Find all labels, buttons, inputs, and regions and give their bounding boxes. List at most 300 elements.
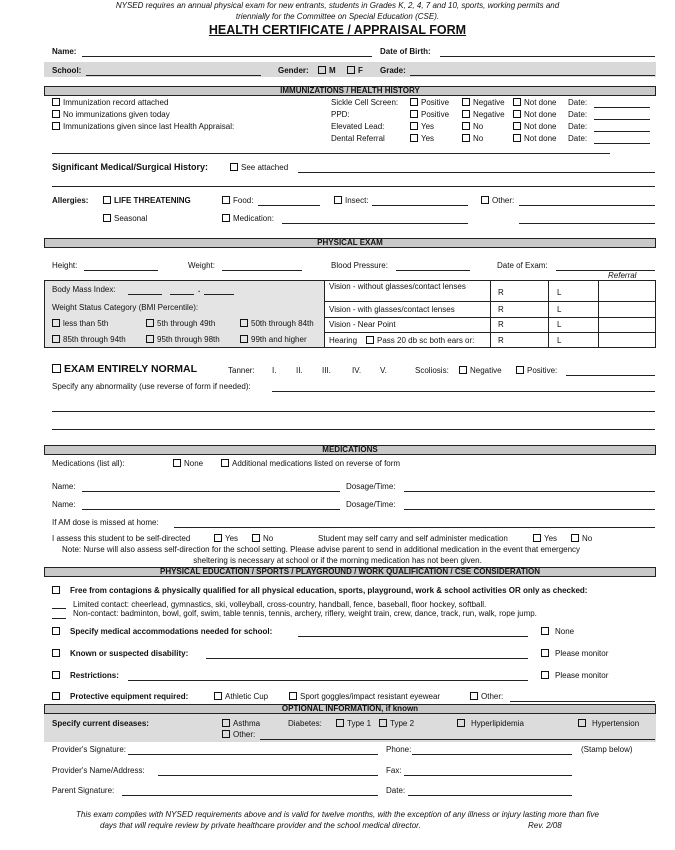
life-threatening-label: LIFE THREATENING — [114, 196, 191, 205]
checkbox-icon — [52, 319, 60, 327]
bp-field[interactable] — [396, 270, 470, 271]
history-label: Significant Medical/Surgical History: — [52, 162, 209, 172]
grid-divider — [324, 280, 325, 348]
checkbox-icon — [52, 586, 60, 594]
abnormality-field-3[interactable] — [52, 429, 655, 430]
checkbox-icon — [52, 98, 60, 106]
no-label: No — [263, 534, 274, 543]
checkbox-icon — [516, 366, 524, 374]
pct-option[interactable] — [52, 335, 126, 345]
self-directed-yes[interactable] — [214, 534, 238, 544]
history-field-2[interactable] — [52, 186, 655, 187]
limited-contact-blank[interactable] — [52, 608, 66, 609]
accommodations-none-label: None — [555, 627, 575, 636]
checkbox-icon — [222, 214, 230, 222]
checkbox-icon — [457, 719, 465, 727]
hyperlipidemia-label: Hyperlipidemia — [471, 719, 524, 728]
medication-allergy-label: Medication: — [233, 214, 274, 223]
school-label: School: — [52, 66, 82, 75]
test-option-c[interactable] — [513, 110, 556, 120]
exam-normal-label: EXAM ENTIRELY NORMAL — [64, 363, 198, 375]
yes-label: Yes — [225, 534, 239, 543]
med-name-label: Name: — [52, 500, 76, 509]
checkbox-icon — [230, 163, 238, 171]
phone-label: Phone: — [386, 745, 412, 754]
restrictions-label: Restrictions: — [70, 671, 119, 680]
accommodations-label: Specify medical accommodations needed for school: — [70, 627, 273, 636]
referral-label: Referral — [608, 271, 637, 280]
tanner-stage[interactable]: II. — [296, 366, 303, 375]
revision-label: Rev. 2/08 — [528, 821, 562, 830]
test-label: Dental Referral — [331, 134, 385, 143]
exam-date-field[interactable] — [556, 270, 655, 271]
checkbox-icon — [513, 134, 521, 142]
history-field[interactable] — [298, 172, 655, 173]
footer-line2: days that will require review by private healthcare provider and the school medical director. — [100, 821, 421, 830]
option-label: Not done — [524, 122, 557, 131]
grade-label: Grade: — [380, 66, 406, 75]
test-date-label: Date: — [568, 110, 588, 119]
pct-option[interactable] — [146, 319, 215, 329]
date-field[interactable] — [408, 795, 572, 796]
food-label: Food: — [233, 196, 254, 205]
height-field[interactable] — [84, 270, 158, 271]
checkbox-icon — [52, 364, 61, 373]
test-date-field[interactable] — [594, 107, 650, 108]
parent-signature-field[interactable] — [122, 795, 378, 796]
checkbox-icon — [462, 134, 470, 142]
diseases-label: Specify current diseases: — [52, 719, 149, 728]
med-name-field[interactable] — [82, 509, 340, 510]
checkbox-icon — [459, 366, 467, 374]
grid-row-line — [324, 301, 656, 302]
test-option-c[interactable] — [513, 134, 556, 144]
left-label: L — [557, 320, 562, 329]
option-label: Not done — [524, 98, 557, 107]
self-directed-no[interactable] — [252, 534, 273, 544]
medication-allergy-option[interactable] — [222, 214, 274, 224]
hypertension-label: Hypertension — [592, 719, 640, 728]
checkbox-icon — [103, 214, 111, 222]
checkbox-icon — [410, 134, 418, 142]
med-additional-label: Additional medications listed on reverse of form — [232, 459, 401, 468]
disability-monitor-option[interactable] — [541, 649, 608, 659]
hyperlipidemia-option[interactable] — [457, 719, 524, 729]
gender-f-label: F — [358, 66, 363, 75]
school-field[interactable] — [86, 75, 261, 76]
checkbox-icon — [462, 122, 470, 130]
test-date-field[interactable] — [594, 143, 650, 144]
type2-option[interactable] — [379, 719, 414, 729]
test-date-field[interactable] — [594, 119, 650, 120]
med-dosage-label: Dosage/Time: — [346, 482, 396, 491]
header-note-line1: NYSED requires an annual physical exam for new entrants, students in Grades K, 2, 4, 7 and 10, sports, working permits and — [115, 1, 560, 10]
checkbox-icon — [252, 534, 260, 542]
bmi-decimal: . — [198, 285, 201, 294]
test-option-b[interactable] — [462, 134, 483, 144]
right-label: R — [498, 320, 504, 329]
checkbox-icon — [173, 459, 181, 467]
exam-normal-option[interactable] — [52, 363, 197, 376]
athletic-cup-option[interactable] — [214, 692, 268, 702]
grid-divider — [490, 280, 491, 348]
checkbox-icon — [221, 459, 229, 467]
medication-allergy-field[interactable] — [282, 223, 468, 224]
scoliosis-field[interactable] — [566, 375, 655, 376]
weight-status-label: Weight Status Category (BMI Percentile): — [52, 303, 199, 312]
vision-row-label: Vision - Near Point — [329, 320, 396, 329]
vision-row-label: Vision - without glasses/contact lenses — [329, 282, 466, 291]
am-dose-field[interactable] — [174, 527, 655, 528]
checkbox-icon — [240, 335, 248, 343]
weight-label: Weight: — [188, 261, 215, 270]
optional-heading-bar — [44, 704, 656, 714]
restrictions-option[interactable] — [52, 671, 119, 681]
test-option-c[interactable] — [513, 98, 556, 108]
imm-details-field[interactable] — [52, 153, 610, 154]
life-threatening-option[interactable] — [103, 196, 191, 206]
header-note-line2: triennially for the Committee on Special Education (CSE). — [235, 12, 440, 21]
med-dosage-field[interactable] — [404, 491, 655, 492]
provider-name-field[interactable] — [158, 775, 378, 776]
pe-heading-bar — [44, 567, 656, 577]
insect-label: Insect: — [345, 196, 369, 205]
checkbox-icon — [222, 730, 230, 738]
test-option-c[interactable] — [513, 122, 556, 132]
restrictions-monitor-label: Please monitor — [555, 671, 609, 680]
checkbox-icon — [52, 122, 60, 130]
abnormality-label: Specify any abnormality (use reverse of form if needed): — [52, 382, 251, 391]
disability-option[interactable] — [52, 649, 188, 659]
checkbox-icon — [214, 534, 222, 542]
checkbox-icon[interactable] — [52, 692, 60, 700]
test-label: PPD: — [331, 110, 350, 119]
right-label: R — [498, 288, 504, 297]
checkbox-icon — [410, 98, 418, 106]
bp-label: Blood Pressure: — [331, 261, 388, 270]
equipment-other-label: Other: — [481, 692, 504, 701]
test-option-a[interactable] — [410, 98, 449, 108]
exam-date-label: Date of Exam: — [497, 261, 548, 270]
checkbox-icon — [52, 649, 60, 657]
nurse-note-line1: Note: Nurse will also assess self-direction for the school setting. Please advise parent to send in additional medication in the event that emergency — [62, 545, 581, 554]
checkbox-icon — [52, 335, 60, 343]
checkbox-icon — [513, 110, 521, 118]
name-label: Name: — [52, 47, 77, 56]
gender-label: Gender: — [278, 66, 309, 75]
disease-other-field[interactable] — [260, 739, 655, 740]
pct-label: 99th and higher — [251, 335, 307, 344]
checkbox-icon — [336, 719, 344, 727]
nurse-note-line2: sheltering is necessary at school or if the morning medication has not been given. — [193, 556, 482, 565]
goggles-label: Sport goggles/impact resistant eyewear — [300, 692, 441, 701]
self-carry-label: Student may self carry and self administer medication — [318, 534, 508, 543]
option-label: No — [473, 122, 484, 131]
test-label: Sickle Cell Screen: — [331, 98, 399, 107]
med-list-label: Medications (list all): — [52, 459, 125, 468]
equipment-other-option[interactable] — [470, 692, 503, 702]
insect-option[interactable] — [334, 196, 369, 206]
footer-line1: This exam complies with NYSED requirements above and is valid for twelve months, with the exception of any illness or injury lasting more than five — [76, 810, 599, 819]
pct-option[interactable] — [240, 335, 307, 345]
med-additional-option[interactable] — [221, 459, 400, 469]
checkbox-icon — [366, 336, 374, 344]
disability-field[interactable] — [206, 658, 528, 659]
phone-field[interactable] — [412, 754, 572, 755]
checkbox-icon — [52, 110, 60, 118]
checkbox-icon — [379, 719, 387, 727]
am-dose-label: If AM dose is missed at home: — [52, 518, 159, 527]
noncontact-label: Non-contact: badminton, bowl, golf, swim, table tennis, tennis, archery, riflery, weight train, crew, dance, track, run, walk, rope jump. — [73, 609, 537, 618]
stamp-note: (Stamp below) — [581, 745, 633, 754]
pct-option[interactable] — [146, 335, 220, 345]
test-option-a[interactable] — [410, 122, 434, 132]
med-dosage-label: Dosage/Time: — [346, 500, 396, 509]
scoliosis-label: Scoliosis: — [415, 366, 449, 375]
left-label: L — [557, 288, 562, 297]
scoliosis-negative-label: Negative — [470, 366, 502, 375]
checkbox-icon — [52, 671, 60, 679]
hypertension-option[interactable] — [578, 719, 639, 729]
diabetes-label: Diabetes: — [288, 719, 322, 728]
checkbox-icon — [146, 319, 154, 327]
option-label: Negative — [473, 110, 505, 119]
option-label: Positive — [421, 110, 450, 119]
tanner-label: Tanner: — [228, 366, 255, 375]
checkbox-icon — [103, 196, 111, 204]
checkbox-icon — [541, 671, 549, 679]
pct-option[interactable] — [240, 319, 314, 329]
bmi-label: Body Mass Index: — [52, 285, 116, 294]
fax-label: Fax: — [386, 766, 402, 775]
see-attached-option[interactable] — [230, 163, 288, 173]
date-label: Date: — [386, 786, 406, 795]
test-option-a[interactable] — [410, 110, 449, 120]
checkbox-icon — [578, 719, 586, 727]
test-option-b[interactable] — [462, 110, 505, 120]
equipment-label-row — [52, 692, 188, 702]
physical-exam-heading-bar — [44, 238, 656, 248]
scoliosis-positive-option[interactable] — [516, 366, 557, 376]
provider-signature-label: Provider's Signature: — [52, 745, 127, 754]
type2-label: Type 2 — [390, 719, 415, 728]
left-label: L — [557, 336, 562, 345]
imm-record-attached[interactable] — [52, 98, 168, 108]
provider-signature-field[interactable] — [128, 754, 378, 755]
gender-m-label: M — [329, 66, 336, 75]
allergy-other-option[interactable] — [481, 196, 514, 206]
food-field[interactable] — [258, 205, 320, 206]
imm-since-last-label: Immunizations given since last Health Appraisal: — [63, 122, 235, 131]
seasonal-label: Seasonal — [114, 214, 148, 223]
checkbox-icon — [334, 196, 342, 204]
hearing-pass-label: Pass 20 db sc both ears or: — [377, 336, 475, 345]
disability-monitor-label: Please monitor — [555, 649, 609, 658]
pct-label: 95th through 98th — [157, 335, 220, 344]
imm-record-attached-label: Immunization record attached — [63, 98, 169, 107]
tanner-stage[interactable]: III. — [322, 366, 331, 375]
option-label: Not done — [524, 110, 557, 119]
checkbox-icon — [470, 692, 478, 700]
food-option[interactable] — [222, 196, 253, 206]
checkbox-icon — [571, 534, 579, 542]
test-label: Elevated Lead: — [331, 122, 385, 131]
test-date-field[interactable] — [594, 131, 650, 132]
checkbox-icon — [289, 692, 297, 700]
med-none-option[interactable] — [173, 459, 203, 469]
restrictions-monitor-option[interactable] — [541, 671, 608, 681]
seasonal-option[interactable] — [103, 214, 147, 224]
checkbox-icon — [410, 122, 418, 130]
goggles-option[interactable] — [289, 692, 440, 702]
accommodations-field[interactable] — [298, 636, 528, 637]
tanner-stage[interactable]: IV. — [352, 366, 362, 375]
option-label: Not done — [524, 134, 557, 143]
equipment-other-field[interactable] — [510, 701, 655, 702]
pct-label: 85th through 94th — [63, 335, 126, 344]
disease-other-option[interactable] — [222, 730, 255, 740]
imm-since-last[interactable] — [52, 122, 234, 132]
medications-heading: MEDICATIONS — [322, 445, 378, 454]
pct-label: less than 5th — [63, 319, 109, 328]
abnormality-field-2[interactable] — [52, 411, 655, 412]
checkbox-icon — [347, 66, 355, 74]
med-name-label: Name: — [52, 482, 76, 491]
scoliosis-negative-option[interactable] — [459, 366, 502, 376]
provider-name-label: Provider's Name/Address: — [52, 766, 145, 775]
right-label: R — [498, 305, 504, 314]
grade-field[interactable] — [410, 75, 655, 76]
abnormality-field[interactable] — [272, 391, 655, 392]
see-attached-label: See attached — [241, 163, 289, 172]
restrictions-field[interactable] — [128, 680, 528, 681]
yes-label: Yes — [544, 534, 558, 543]
immunizations-heading-bar — [44, 86, 656, 96]
pct-option[interactable] — [52, 319, 108, 329]
accommodations-none-option[interactable] — [541, 627, 574, 637]
accommodations-option[interactable] — [52, 627, 272, 637]
checkbox-icon — [462, 98, 470, 106]
checkbox-icon — [481, 196, 489, 204]
limited-contact-label: Limited contact: cheerlead, gymnastics, ski, volleyball, cross-country, handball, fence, baseball, floor hockey, softball. — [73, 600, 487, 609]
fax-field[interactable] — [404, 775, 572, 776]
grid-row-line — [324, 332, 656, 333]
test-option-b[interactable] — [462, 122, 483, 132]
free-contagions-label: Free from contagions & physically qualified for all physical education, sports, playground, work & school activities OR only as checked: — [70, 586, 588, 595]
bmi-field-mid[interactable] — [170, 294, 194, 295]
pct-label: 5th through 49th — [157, 319, 216, 328]
checkbox-icon — [541, 649, 549, 657]
med-dosage-field[interactable] — [404, 509, 655, 510]
option-label: Negative — [473, 98, 505, 107]
checkbox-icon — [222, 196, 230, 204]
bmi-field-whole[interactable] — [128, 294, 162, 295]
asthma-option[interactable] — [222, 719, 260, 729]
bmi-field-decimal[interactable] — [204, 294, 234, 295]
left-label: L — [557, 305, 562, 314]
asthma-label: Asthma — [233, 719, 261, 728]
med-none-label: None — [184, 459, 204, 468]
hearing-pass-option[interactable] — [366, 336, 474, 346]
medications-heading-bar — [44, 445, 656, 455]
optional-heading: OPTIONAL INFORMATION, if known — [281, 704, 419, 713]
equipment-label: Protective equipment required: — [70, 692, 189, 701]
disease-other-label: Other: — [233, 730, 256, 739]
option-label: Yes — [421, 134, 435, 143]
option-label: Positive — [421, 98, 450, 107]
checkbox-icon — [462, 110, 470, 118]
immunizations-heading: IMMUNIZATIONS / HEALTH HISTORY — [280, 86, 420, 95]
self-carry-no[interactable] — [571, 534, 592, 544]
type1-option[interactable] — [336, 719, 371, 729]
checkbox-icon — [513, 122, 521, 130]
checkbox-icon — [318, 66, 326, 74]
weight-field[interactable] — [222, 270, 302, 271]
height-label: Height: — [52, 261, 78, 270]
free-contagions-option[interactable] — [52, 586, 587, 596]
scoliosis-positive-label: Positive: — [527, 366, 558, 375]
option-label: No — [473, 134, 484, 143]
test-option-b[interactable] — [462, 98, 505, 108]
right-label: R — [498, 336, 504, 345]
noncontact-blank[interactable] — [52, 618, 66, 619]
med-name-field[interactable] — [82, 491, 340, 492]
physical-exam-heading: PHYSICAL EXAM — [317, 238, 383, 247]
grid-divider — [598, 280, 599, 348]
tanner-stage[interactable]: V. — [380, 366, 387, 375]
allergy-other-label: Other: — [492, 196, 515, 205]
checkbox-icon — [146, 335, 154, 343]
pe-heading: PHYSICAL EDUCATION / SPORTS / PLAYGROUND / WORK QUALIFICATION / CSE CONSIDERATION — [159, 567, 541, 576]
test-date-label: Date: — [568, 134, 588, 143]
test-date-label: Date: — [568, 122, 588, 131]
type1-label: Type 1 — [347, 719, 372, 728]
checkbox-icon — [541, 627, 549, 635]
no-label: No — [582, 534, 593, 543]
dob-label: Date of Birth: — [380, 47, 431, 56]
allergies-label: Allergies: — [52, 196, 89, 205]
allergy-other-field-2[interactable] — [519, 223, 655, 224]
name-field[interactable] — [82, 56, 372, 57]
checkbox-icon — [533, 534, 541, 542]
parent-signature-label: Parent Signature: — [52, 786, 115, 795]
gender-f-option[interactable] — [347, 66, 363, 76]
test-date-label: Date: — [568, 98, 588, 107]
dob-field[interactable] — [440, 56, 655, 57]
checkbox-icon — [52, 627, 60, 635]
self-directed-label: I assess this student to be self-directed — [52, 534, 191, 543]
pct-label: 50th through 84th — [251, 319, 314, 328]
checkbox-icon — [222, 719, 230, 727]
imm-none-today[interactable] — [52, 110, 170, 120]
checkbox-icon — [410, 110, 418, 118]
checkbox-icon — [214, 692, 222, 700]
test-option-a[interactable] — [410, 134, 434, 144]
checkbox-icon — [513, 98, 521, 106]
vision-row-label: Vision - with glasses/contact lenses — [329, 305, 455, 314]
hearing-label: Hearing — [329, 336, 358, 345]
tanner-stage[interactable]: I. — [272, 366, 277, 375]
allergy-other-field[interactable] — [519, 205, 655, 206]
grid-row-line — [324, 317, 656, 318]
insect-field[interactable] — [372, 205, 468, 206]
disability-label: Known or suspected disability: — [70, 649, 189, 658]
athletic-cup-label: Athletic Cup — [225, 692, 269, 701]
option-label: Yes — [421, 122, 435, 131]
self-carry-yes[interactable] — [533, 534, 557, 544]
gender-m-option[interactable] — [318, 66, 336, 76]
imm-none-today-label: No immunizations given today — [63, 110, 170, 119]
